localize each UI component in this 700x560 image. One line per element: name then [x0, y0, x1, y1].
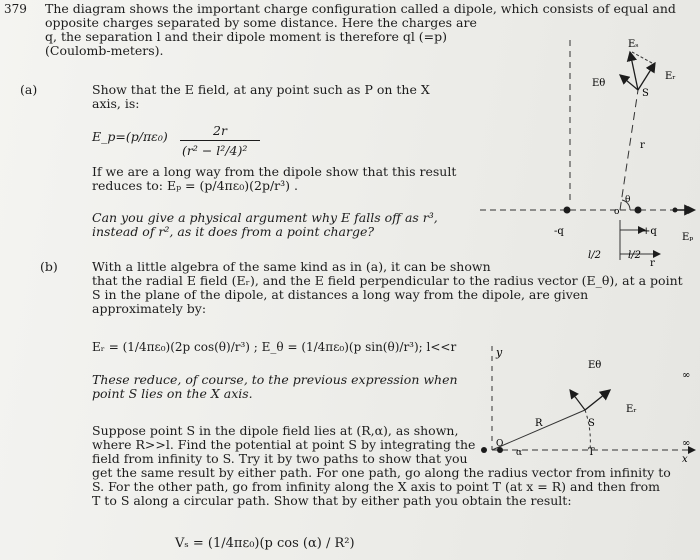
part-b-label: (b)	[40, 259, 58, 274]
intro-line-2: opposite charges separated by some distance. Here the charges are	[45, 15, 477, 30]
positive-charge	[635, 207, 642, 214]
label-l2-right: l/2	[628, 250, 641, 261]
part-b-line-3: S in the plane of the dipole, at distances a long way from the dipole, are given	[92, 287, 589, 302]
label-r-arrow: r	[650, 258, 655, 269]
part-b-line-4: approximately by:	[92, 301, 207, 316]
radius-line-a	[620, 90, 638, 210]
label-infinity-x: ∞	[682, 438, 691, 449]
fraction-bar	[180, 140, 260, 141]
part-b-para-2: where R>>l. Find the potential at point S by integrating the	[92, 437, 476, 452]
label-s-b: S	[588, 418, 595, 429]
label-r-a: r	[640, 140, 645, 151]
radius-line-b	[492, 410, 585, 450]
label-plus-q: +q	[642, 226, 657, 237]
part-a-question-2: instead of r², as it does from a point charge?	[92, 224, 375, 239]
label-ep: Eₚ	[682, 232, 694, 243]
part-a-line-4: reduces to: Eₚ = (p/4πε₀)(2p/r³) .	[92, 178, 298, 193]
part-b-para-5: S. For the other path, go from infinity along the X axis to point T (at x = R) and then from	[92, 479, 660, 494]
part-b-para-4: get the same result by either path. For one path, go along the radius vector from infinity to	[92, 465, 671, 480]
er-vector	[638, 63, 655, 90]
intro-line-1: The diagram shows the important charge configuration called a dipole, which consists of equal and	[45, 1, 676, 16]
charge-left-b	[481, 447, 487, 453]
part-b-line-1: With a little algebra of the same kind as in (a), it can be shown	[92, 259, 491, 274]
dipole-diagram-a	[470, 30, 700, 270]
intro-line-4: (Coulomb-meters).	[45, 43, 164, 58]
label-minus-q: -q	[554, 226, 564, 237]
part-a-eq-den: (r² − l²/4)²	[182, 143, 248, 158]
label-etheta-b: Eθ	[588, 360, 602, 371]
label-t: T	[588, 447, 595, 458]
part-a-eq-lhs: E_p=(p/πε₀)	[92, 129, 168, 144]
part-a-label: (a)	[20, 82, 38, 97]
part-a-line-3: If we are a long way from the dipole show that this result	[92, 164, 457, 179]
label-capital-r: R	[535, 418, 543, 429]
part-a-question-1: Can you give a physical argument why E falls off as r³,	[92, 210, 438, 225]
label-alpha: α	[516, 448, 523, 458]
er-vector-b	[585, 390, 610, 410]
part-a-line-1: Show that the E field, at any point such as P on the X	[92, 82, 430, 97]
etheta-vector-b	[570, 390, 585, 410]
negative-charge	[564, 207, 571, 214]
label-l2-left: l/2	[588, 250, 601, 261]
arc-path-b	[585, 410, 590, 450]
intro-line-3: q, the separation l and their dipole moment is therefore ql (=p)	[45, 29, 448, 44]
part-b-note-2: point S lies on the X axis.	[92, 386, 253, 401]
part-a-line-2: axis, is:	[92, 96, 140, 111]
part-b-para-6: T to S along a circular path. Show that by either path you obtain the result:	[92, 493, 572, 508]
problem-number: 379	[4, 2, 27, 16]
part-b-equation: Eᵣ = (1/4πε₀)(2p cos(θ)/r³) ; E_θ = (1/4πε₀)(p sin(θ)/r³); l<<r	[92, 340, 457, 354]
part-b-para-3: field from infinity to S. Try it by two paths to show that you	[92, 451, 468, 466]
final-equation: Vₛ = (1/4πε₀)(p cos (α) / R²)	[175, 536, 355, 551]
label-y: y	[496, 346, 503, 359]
label-s: S	[642, 88, 649, 99]
dipole-diagram-b	[470, 338, 700, 468]
label-etheta: Eθ	[592, 78, 606, 89]
label-o-b: O	[496, 439, 504, 449]
label-es: Eₛ	[628, 39, 639, 50]
label-er-b: Eᵣ	[626, 404, 637, 415]
part-b-line-2: that the radial E field (Eᵣ), and the E field perpendicular to the radius vector (E_θ), at a point	[92, 273, 683, 288]
part-a-eq-num: 2r	[213, 123, 227, 138]
label-infinity-top: ∞	[682, 370, 691, 381]
part-b-para-1: Suppose point S in the dipole field lies at (R,α), as shown,	[92, 423, 459, 438]
label-theta: θ	[625, 195, 631, 205]
label-o-a: o	[614, 207, 620, 217]
label-er: Eᵣ	[665, 71, 676, 82]
part-b-note-1: These reduce, of course, to the previous expression when	[92, 372, 458, 387]
label-x: x	[682, 454, 688, 465]
es-guide	[632, 52, 652, 63]
